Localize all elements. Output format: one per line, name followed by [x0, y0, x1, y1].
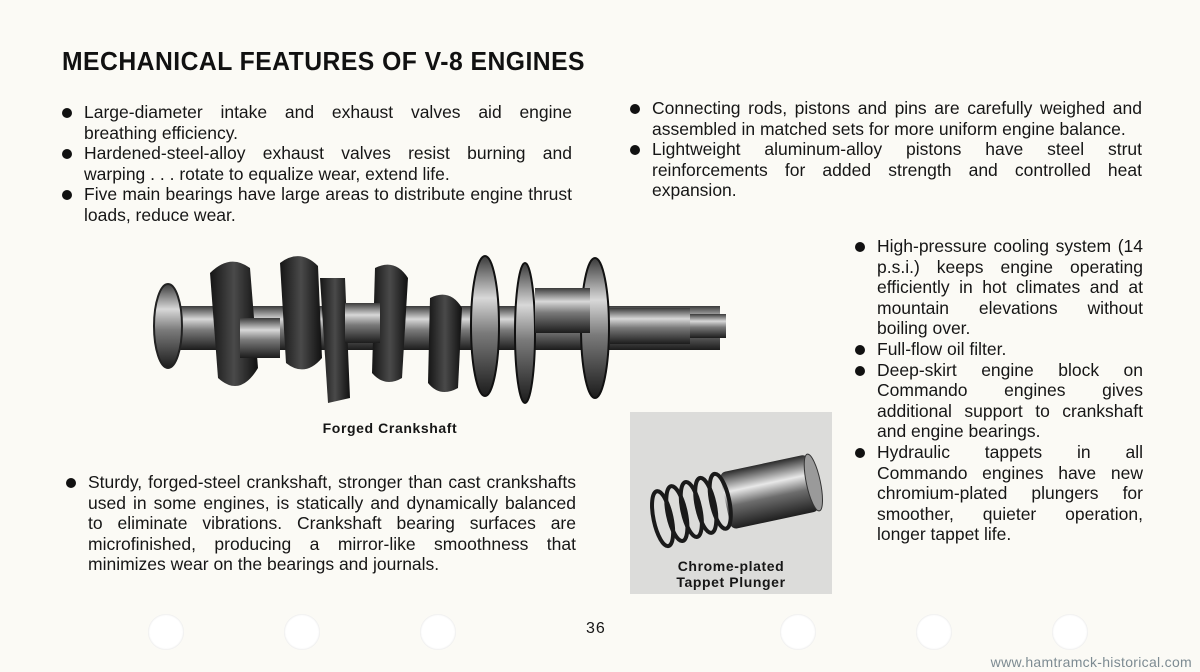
tappet-plunger-photo [630, 412, 832, 594]
caption-line: Chrome-plated [677, 558, 785, 574]
list-item [851, 442, 1143, 545]
list-item [62, 472, 576, 575]
bullet-icon [630, 104, 640, 114]
feature-text: High-pressure cooling system (14 p.s.i.) keeps engine operating efficiently in hot climates and at mountain elevations without boiling over. [877, 236, 1143, 339]
bullet-icon [855, 448, 865, 458]
bullet-icon [630, 145, 640, 155]
feature-text: Hardened-steel-alloy exhaust valves resist burning and warping . . . rotate to equalize wear, extend life. [84, 143, 572, 184]
right-bottom-feature-list [851, 236, 1143, 545]
list-item [851, 360, 1143, 442]
bullet-icon [66, 478, 76, 488]
page-title: MECHANICAL FEATURES OF V-8 ENGINES [62, 46, 586, 76]
tappet-plunger-image [630, 412, 832, 552]
binder-hole [1052, 614, 1088, 650]
feature-text: Five main bearings have large areas to distribute engine thrust loads, reduce wear. [84, 184, 572, 225]
page-number: 36 [586, 620, 606, 637]
feature-text: Sturdy, forged-steel crankshaft, stronger than cast crankshafts used in some engines, is statically and dynamically balanced to eliminate vibrations. Crankshaft bearing surfaces are microfinished, producing a mirror-like smoothness that minimizes wear on the bearings and journals. [88, 472, 576, 574]
list-item [851, 339, 1143, 360]
bullet-icon [855, 345, 865, 355]
bullet-icon [62, 108, 72, 118]
list-item [626, 139, 1142, 201]
caption-line: Tappet Plunger [676, 574, 786, 590]
list-item [626, 98, 1142, 139]
feature-text: Large-diameter intake and exhaust valves aid engine breathing efficiency. [84, 102, 572, 143]
tappet-plunger-caption [630, 558, 832, 590]
feature-text: Full-flow oil filter. [877, 338, 1007, 359]
bullet-icon [855, 242, 865, 252]
list-item [58, 102, 572, 143]
right-top-feature-list [626, 98, 1142, 201]
binder-hole [148, 614, 184, 650]
bullet-icon [855, 366, 865, 376]
list-item [58, 143, 572, 184]
bullet-icon [62, 149, 72, 159]
feature-text: Connecting rods, pistons and pins are carefully weighed and assembled in matched sets for more uniform engine balance. [652, 98, 1142, 139]
binder-hole [916, 614, 952, 650]
left-feature-list [58, 102, 572, 225]
crankshaft-caption: Forged Crankshaft [322, 420, 458, 436]
feature-text: Lightweight aluminum-alloy pistons have steel strut reinforcements for added strength and controlled heat expansion. [652, 139, 1142, 200]
feature-text: Hydraulic tappets in all Commando engines have new chromium-plated plungers for smoother, quieter operation, longer tappet life. [877, 441, 1143, 545]
feature-text: Deep-skirt engine block on Commando engines gives additional support to crankshaft and engine bearings. [877, 359, 1143, 442]
list-item [58, 184, 572, 225]
binder-hole [284, 614, 320, 650]
crankshaft-image [140, 248, 730, 413]
crankshaft-feature-list [62, 472, 576, 575]
binder-hole [420, 614, 456, 650]
list-item [851, 236, 1143, 339]
binder-hole [780, 614, 816, 650]
watermark: www.hamtramck-historical.com [990, 654, 1192, 670]
bullet-icon [62, 190, 72, 200]
